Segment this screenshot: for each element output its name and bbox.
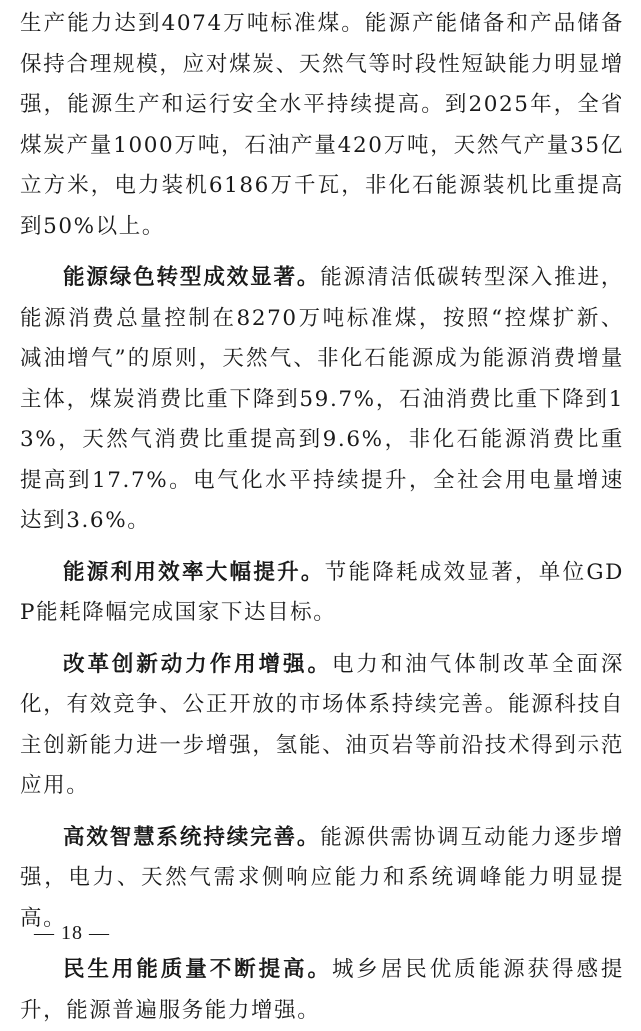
paragraph-text: 电力和油气体制改革全面深化，有效竞争、公正开放的市场体系持续完善。能源科技自主创新能力进一步增强，氢能、油页岩等前沿技术得到示范应用。: [20, 651, 624, 798]
paragraph-text: 节能降耗成效显著，单位GDP能耗降幅完成国家下达目标。: [20, 559, 624, 625]
paragraph-green-transition: [20, 258, 624, 542]
paragraph-lead: 高效智慧系统持续完善。: [63, 824, 321, 850]
paragraph-reform-innovation: [20, 645, 624, 807]
paragraph-text: 生产能力达到4074万吨标准煤。能源产能储备和产品储备保持合理规模，应对煤炭、天然气等时段性短缺能力明显增强，能源生产和运行安全水平持续提高。到2025年，全省煤炭产量1000万吨，石油产量420万吨，天然气产量35亿立方米，电力装机6186万千瓦，非化石能源装机比重提高到50%以上。: [20, 11, 624, 239]
paragraph-text: 能源供需协调互动能力逐步增强，电力、天然气需求侧响应能力和系统调峰能力明显提高。: [20, 824, 624, 931]
paragraph-text: 能源清洁低碳转型深入推进，能源消费总量控制在8270万吨标准煤，按照“控煤扩新、减油增气”的原则，天然气、非化石能源成为能源消费增量主体，煤炭消费比重下降到59.7%，石油消费比重下降到13%，天然气消费比重提高到9.6%，非化石能源消费比重提高到17.7%。电气化水平持续提升，全社会用电量增速达到3.6%。: [20, 265, 624, 533]
page-number: — 18 —: [34, 922, 110, 944]
paragraph-lead: 改革创新动力作用增强。: [63, 651, 332, 677]
paragraph-production-capacity: [20, 4, 624, 247]
paragraph-text: 城乡居民优质能源获得感提升，能源普遍服务能力增强。: [20, 957, 624, 1023]
document-body: [20, 4, 624, 1031]
paragraph-efficiency: [20, 553, 624, 634]
paragraph-livelihood: [20, 950, 624, 1031]
paragraph-lead: 民生用能质量不断提高。: [63, 957, 332, 982]
paragraph-lead: 能源绿色转型成效显著。: [63, 265, 321, 290]
paragraph-smart-system: [20, 818, 624, 940]
paragraph-lead: 能源利用效率大幅提升。: [63, 559, 325, 585]
